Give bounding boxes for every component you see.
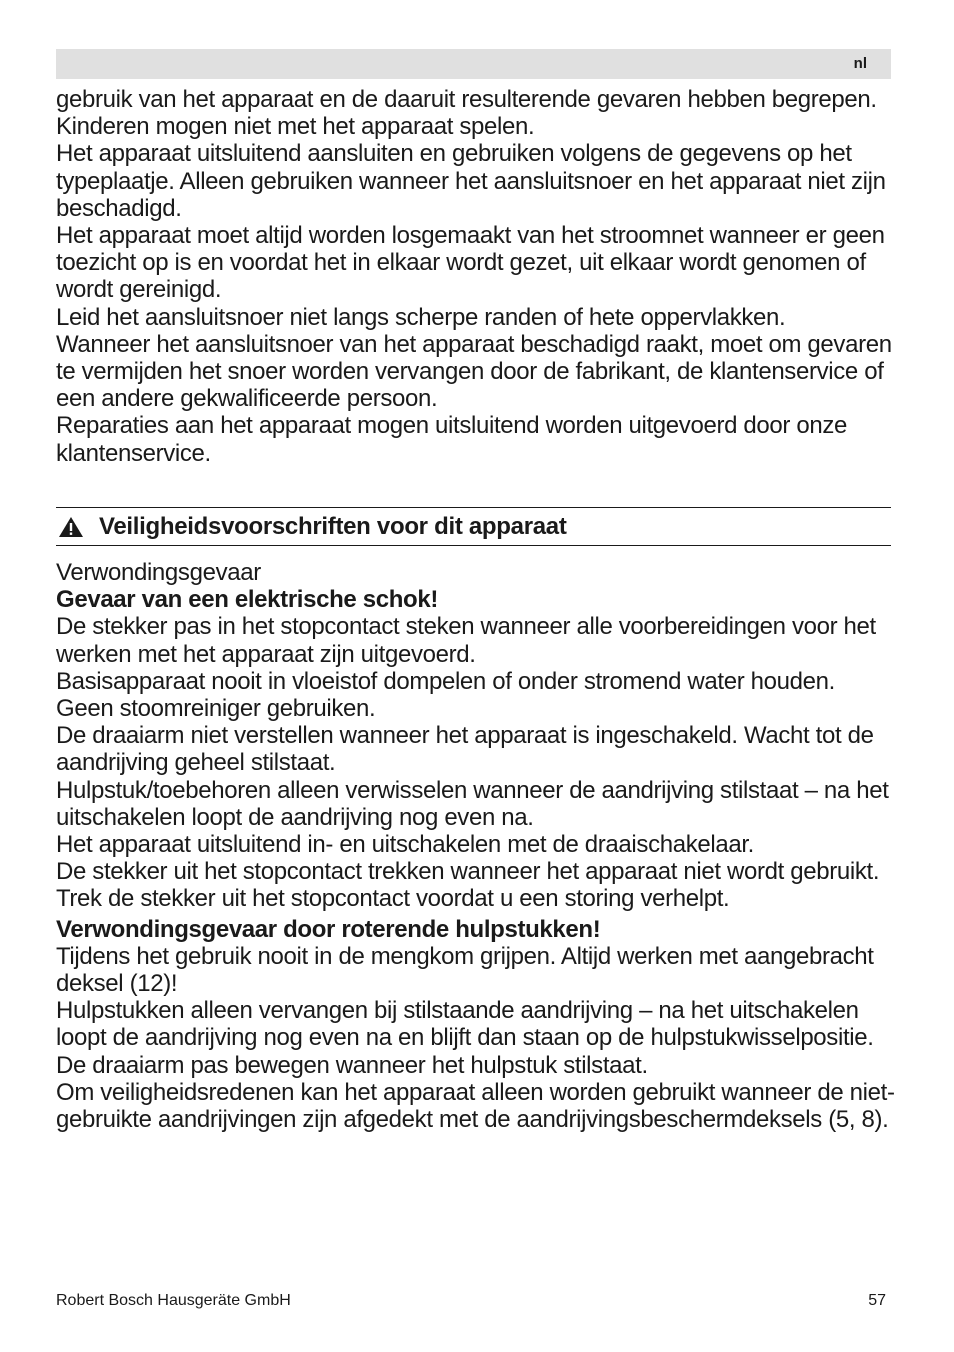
paragraph: Het apparaat uitsluitend in- en uitschakelen met de draaischakelaar.: [56, 831, 754, 859]
paragraph: Reparaties aan het apparaat mogen uitsluitend worden uitgevoerd door onze klantenservice.: [56, 412, 848, 467]
intro-text: [56, 86, 896, 467]
header-bar: [56, 49, 891, 79]
page-number: 57: [868, 1292, 886, 1309]
paragraph: De stekker uit het stopcontact trekken wanneer het apparaat niet wordt gebruikt.: [56, 858, 880, 886]
paragraph: gebruik van het apparaat en de daaruit resulterende gevaren hebben begrepen.: [56, 86, 877, 113]
paragraph: Wanneer het aansluitsnoer van het apparaat beschadigd raakt, moet om gevaren te vermijden het snoer worden vervangen door de fabrikant, de klantenservice of een andere gekwalificeerde persoon.: [56, 330, 892, 413]
paragraph: Geen stoomreiniger gebruiken.: [56, 695, 376, 723]
paragraph: Het apparaat uitsluitend aansluiten en gebruiken volgens de gegevens op het typeplaatje. Alleen gebruiken wanneer het aansluitsnoer en het apparaat niet zijn beschadigd.: [56, 140, 886, 222]
rotating-parts-heading: Verwondingsgevaar door roterende hulpstukken!: [56, 915, 601, 943]
paragraph: Om veiligheidsredenen kan het apparaat alleen worden gebruikt wanneer de niet-gebruikte aandrijvingen zijn afgedekt met de aandrijvingsbeschermdeksels (5, 8).: [56, 1078, 895, 1134]
paragraph: Trek de stekker uit het stopcontact voordat u een storing verhelpt.: [56, 885, 730, 913]
safety-text: [56, 559, 896, 1133]
electric-shock-heading: Gevaar van een elektrische schok!: [56, 586, 439, 614]
section-heading: Veiligheidsvoorschriften voor dit apparaat: [99, 512, 567, 540]
paragraph: De draaiarm niet verstellen wanneer het apparaat is ingeschakeld. Wacht tot de aandrijving geheel stilstaat.: [56, 722, 874, 777]
language-code: nl: [853, 55, 867, 72]
paragraph: Leid het aansluitsnoer niet langs scherpe randen of hete oppervlakken.: [56, 303, 786, 331]
paragraph: Kinderen mogen niet met het apparaat spelen.: [56, 113, 535, 141]
warning-triangle-icon: [58, 516, 84, 538]
footer: [56, 1292, 886, 1310]
paragraph: Tijdens het gebruik nooit in de mengkom grijpen. Altijd werken met aangebracht deksel (12)!: [56, 942, 874, 998]
safety-section-title: [56, 507, 891, 546]
paragraph: Basisapparaat nooit in vloeistof dompelen of onder stromend water houden.: [56, 667, 835, 695]
paragraph: De stekker pas in het stopcontact steken wanneer alle voorbereidingen voor het werken met het apparaat zijn uitgevoerd.: [56, 613, 876, 668]
company-name: Robert Bosch Hausgeräte GmbH: [56, 1292, 291, 1309]
paragraph: Het apparaat moet altijd worden losgemaakt van het stroomnet wanneer er geen toezicht op is en voordat het in elkaar wordt gezet, uit elkaar wordt genomen of wordt gereinigd.: [56, 222, 885, 304]
injury-heading: Verwondingsgevaar: [56, 559, 261, 586]
paragraph: Hulpstuk/toebehoren alleen verwisselen wanneer de aandrijving stilstaat – na het uitschakelen loopt de aandrijving nog even na.: [56, 776, 889, 831]
paragraph: Hulpstukken alleen vervangen bij stilstaande aandrijving – na het uitschakelen loopt de aandrijving nog even na en blijft dan staan op de hulpstukwisselpositie. De draaiarm pas bewegen wanneer het hulpstuk stilstaat.: [56, 997, 874, 1079]
